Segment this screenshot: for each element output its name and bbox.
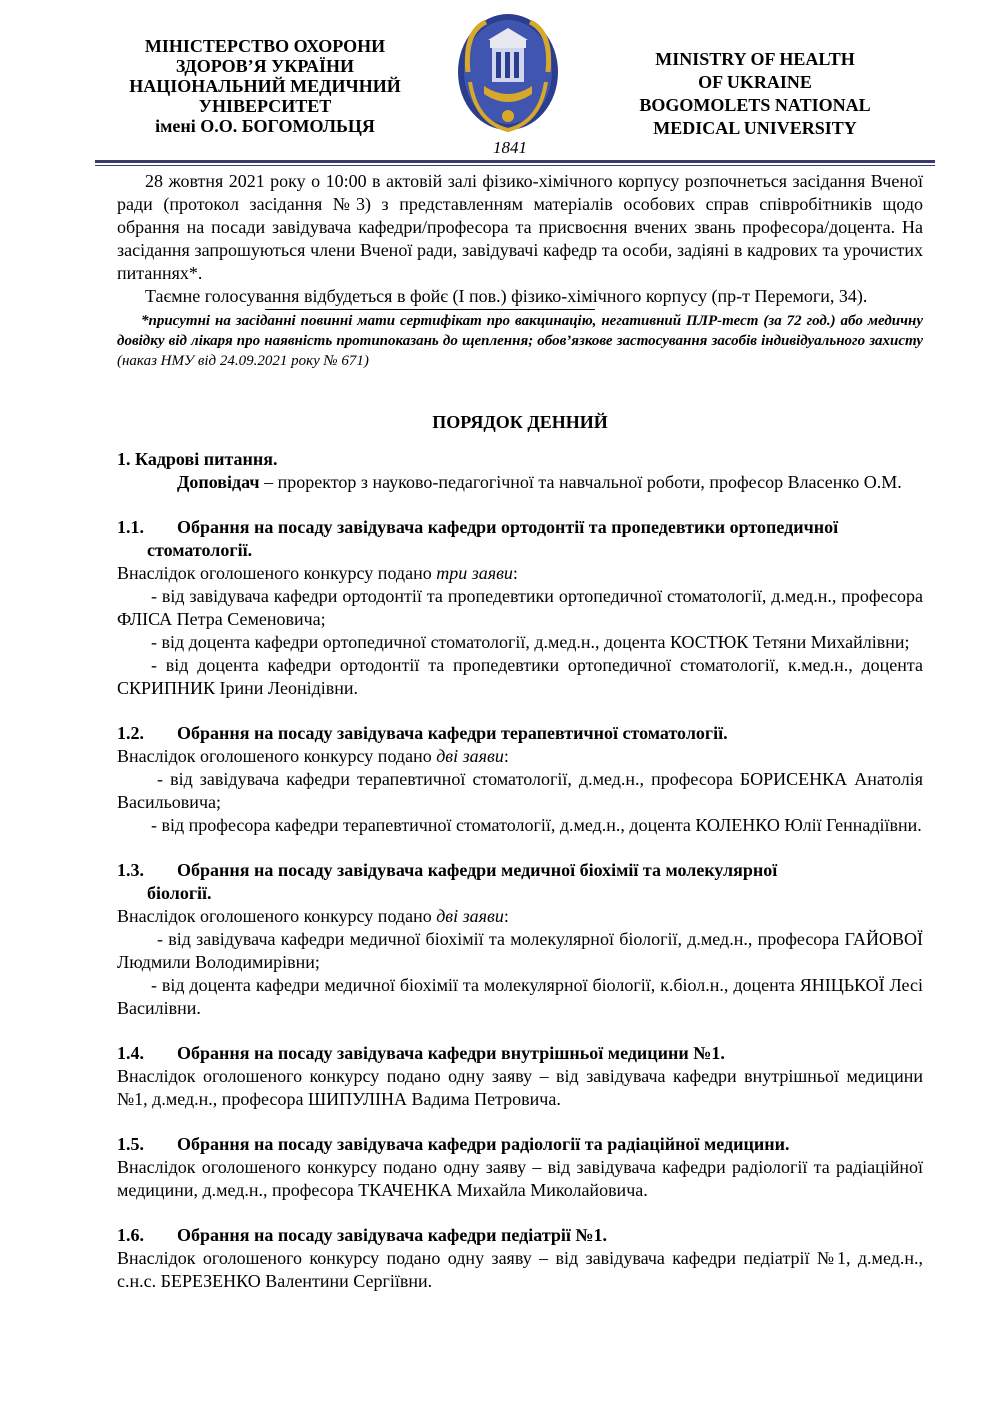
item-number: 1.4. — [117, 1043, 144, 1063]
item-intro-text: Внаслідок оголошеного конкурсу подано — [117, 906, 437, 926]
header-right-line: BOGOMOLETS NATIONAL — [639, 95, 871, 115]
applicant-line: - від завідувача кафедри ортодонтії та пропедевтики ортопедичної стоматології, д.мед.н., професора ФЛІСА Петра Семеновича; — [117, 586, 923, 629]
speaker-text: – проректор з науково-педагогічної та навчальної роботи, професор Власенко О.М. — [259, 472, 902, 492]
item-title: Обрання на посаду завідувача кафедри педіатрії №1. — [177, 1225, 607, 1245]
applicant-line: - від доцента кафедри ортодонтії та пропедевтики ортопедичної стоматології, к.мед.н., доцента СКРИПНИК Ірини Леонідівни. — [117, 655, 923, 698]
speaker-paragraph — [117, 471, 923, 494]
item-title: Обрання на посаду завідувача кафедри внутрішньої медицини №1. — [177, 1043, 725, 1063]
agenda-item-heading — [117, 859, 923, 882]
item-intro-count: три заяви — [436, 563, 513, 583]
item-intro-count: дві заяви — [436, 746, 504, 766]
agenda-title: ПОРЯДОК ДЕННИЙ — [432, 412, 608, 432]
header-left-line: НАЦІОНАЛЬНИЙ МЕДИЧНИЙ — [129, 76, 401, 96]
item-number: 1.5. — [117, 1134, 144, 1154]
applicant-line: - від завідувача кафедри терапевтичної стоматології, д.мед.н., професора БОРИСЕНКА Анатолія Васильовича; — [117, 769, 923, 812]
intro-paragraph: 28 жовтня 2021 року о 10:00 в актовій залі фізико-хімічного корпусу розпочнеться засідання Вченої ради (протокол засідання №3) з представленням матеріалів особових справ співробітників щодо обрання на посади завідувача кафедри/професора та присвоєння вчених звань професора/доцента. На засідання запрошуються члени Вченої ради, завідувачі кафедр та особи, задіяні в кадрових та урочистих питаннях*. — [117, 171, 923, 283]
agenda-item-heading — [117, 1042, 923, 1065]
item-intro — [117, 905, 923, 928]
header-right-line: MEDICAL UNIVERSITY — [653, 118, 857, 138]
voting-paragraph: Таємне голосування відбудеться в фойє (І пов.) фізико-хімічного корпусу (пр-т Перемоги, 34). — [145, 286, 868, 306]
applicant-line: - від доцента кафедри медичної біохімії та молекулярної біології, к.біол.н., доцента ЯНІЦЬКОЇ Лесі Василівни. — [117, 975, 923, 1018]
item-number: 1.3. — [117, 860, 144, 880]
header-rule-thin — [95, 165, 935, 166]
university-emblem-icon — [456, 12, 560, 138]
item-intro-count: дві заяви — [436, 906, 504, 926]
item-intro-text: Внаслідок оголошеного конкурсу подано — [117, 563, 437, 583]
header-left-line: імені О.О. БОГОМОЛЬЦЯ — [155, 116, 375, 136]
item-title: Обрання на посаду завідувача кафедри радіології та радіаційної медицини. — [177, 1134, 790, 1154]
footnote — [117, 311, 923, 371]
header-ukrainian — [110, 36, 420, 136]
item-number: 1.2. — [117, 723, 144, 743]
item-intro-text: Внаслідок оголошеного конкурсу подано — [117, 746, 437, 766]
section-heading: 1. Кадрові питання. — [117, 449, 278, 469]
header-right-line: MINISTRY OF HEALTH — [655, 49, 855, 69]
item-title: Обрання на посаду завідувача кафедри ортодонтії та пропедевтики ортопедичної — [177, 517, 839, 537]
header-right-line: OF UKRAINE — [698, 72, 812, 92]
applicant-line: - від доцента кафедри ортопедичної стоматології, д.мед.н., доцента КОСТЮК Тетяни Михайлівни; — [151, 632, 910, 652]
item-title-cont: біології. — [147, 883, 212, 903]
footnote-order: (наказ НМУ від 24.09.2021 року № 671) — [117, 353, 369, 369]
item-text: Внаслідок оголошеного конкурсу подано одну заяву – від завідувача кафедри педіатрії №1, д.мед.н., с.н.с. БЕРЕЗЕНКО Валентини Сергіївни. — [117, 1248, 923, 1291]
item-number: 1.1. — [117, 517, 144, 537]
note-separator — [265, 309, 595, 310]
item-title: Обрання на посаду завідувача кафедри терапевтичної стоматології. — [177, 723, 728, 743]
item-number: 1.6. — [117, 1225, 144, 1245]
item-text: Внаслідок оголошеного конкурсу подано одну заяву – від завідувача кафедри радіології та радіаційної медицини, д.мед.н., професора ТКАЧЕНКА Михайла Миколайовича. — [117, 1157, 923, 1200]
header-rule — [95, 160, 935, 163]
agenda-item-heading — [117, 1224, 923, 1247]
founding-year: 1841 — [493, 138, 527, 157]
speaker-label: Доповідач — [177, 472, 260, 492]
item-intro — [117, 745, 923, 768]
item-text: Внаслідок оголошеного конкурсу подано одну заяву – від завідувача кафедри внутрішньої медицини №1, д.мед.н., професора ШИПУЛІНА Вадима Петровича. — [117, 1066, 923, 1109]
agenda-item-heading — [117, 516, 923, 539]
agenda-item-heading — [117, 1133, 923, 1156]
agenda-item-heading — [117, 722, 923, 745]
item-intro — [117, 562, 923, 585]
applicant-line: - від професора кафедри терапевтичної стоматології, д.мед.н., доцента КОЛЕНКО Юлії Геннадіївни. — [151, 815, 922, 835]
item-intro-colon: : — [503, 906, 509, 926]
item-intro-colon: : — [503, 746, 509, 766]
header-english — [610, 48, 900, 140]
item-intro-colon: : — [512, 563, 518, 583]
applicant-line: - від завідувача кафедри медичної біохімії та молекулярної біології, д.мед.н., професора ГАЙОВОЇ Людмили Володимирівни; — [117, 929, 923, 972]
header-left-line: ЗДОРОВ’Я УКРАЇНИ — [175, 56, 355, 76]
header-left-line: УНІВЕРСИТЕТ — [198, 96, 332, 116]
item-title-cont: стоматології. — [147, 540, 253, 560]
item-title: Обрання на посаду завідувача кафедри медичної біохімії та молекулярної — [177, 860, 778, 880]
header-left-line: МІНІСТЕРСТВО ОХОРОНИ — [144, 36, 386, 56]
document-body — [117, 170, 923, 1293]
footnote-bold: *присутні на засіданні повинні мати сертифікат про вакцинацію, негативний ПЛР-тест (за 72 год.) або медичну довідку від лікаря про наявність протипоказань до щеплення; обов’язкове застосування засобів індивідуального захисту — [117, 313, 923, 349]
